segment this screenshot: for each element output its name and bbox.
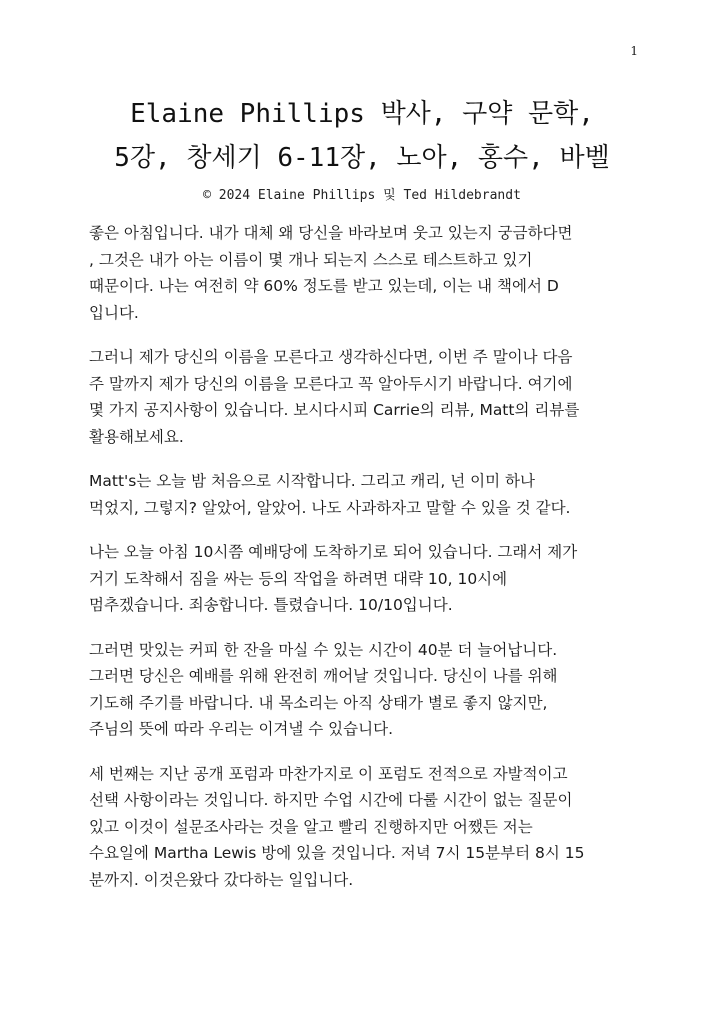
page-number: 1 [630,44,638,58]
paragraph-line: 멈추겠습니다. 죄송합니다. 틀렸습니다. 10/10입니다. [89,596,453,614]
paragraph-line: 있고 이것이 설문조사라는 것을 알고 빨리 진행하지만 어쨌든 저는 [89,817,533,836]
paragraph-3 [89,468,645,521]
paragraph-line: 주 말까지 제가 당신의 이름을 모른다고 꼭 알아두시기 바랍니다. 여기에 [89,374,573,393]
paragraph-4 [89,539,645,619]
paragraph-line: 그러면 당신은 예배를 위해 완전히 깨어날 것입니다. 당신이 나를 위해 [89,667,558,685]
title-line-1: Elaine Phillips 박사, 구약 문학, [130,99,594,129]
paragraph-line: 활용해보세요. [89,427,184,446]
paragraph-line: 때문이다. 나는 여전히 약 60% 정도를 받고 있는데, 이는 내 책에서 D [89,277,559,295]
paragraph-line: 거기 도착해서 짐을 싸는 등의 작업을 하려면 대략 10, 10시에 [89,569,508,588]
paragraph-line: Matt's는 오늘 밤 처음으로 시작합니다. 그리고 캐리, 넌 이미 하나 [89,472,535,490]
paragraph-line: 나는 오늘 아침 10시쯤 예배당에 도착하기로 되어 있습니다. 그래서 제가 [89,543,578,561]
title-line-2: 5강, 창세기 6-11장, 노아, 홍수, 바벨 [114,143,610,173]
paragraph-line: 세 번째는 지난 공개 포럼과 마찬가지로 이 포럼도 전적으로 자발적이고 [89,764,568,783]
paragraph-6 [89,761,645,894]
paragraph-line: 분까지. 이것은왔다 갔다하는 일입니다. [89,870,354,889]
copyright-notice: © 2024 Elaine Phillips 및 Ted Hildebrandt [203,188,521,203]
paragraph-2 [89,344,645,450]
paragraph-line: 몇 가지 공지사항이 있습니다. 보시다시피 Carrie의 리뷰, Matt의 리뷰를 [89,401,580,419]
transcript-body [89,220,645,911]
paragraph-line: 먹었지, 그렇지? 알았어, 알았어. 나도 사과하자고 말할 수 있을 것 같다. [89,498,571,517]
paragraph-1 [89,220,645,326]
paragraph-line: 좋은 아침입니다. 내가 대체 왜 당신을 바라보며 웃고 있는지 궁금하다면 [89,224,573,242]
paragraph-line: , 그것은 내가 아는 이름이 몇 개나 되는지 스스로 테스트하고 있기 [89,250,533,269]
paragraph-line: 그러면 맛있는 커피 한 잔을 마실 수 있는 시간이 40분 더 늘어납니다. [89,640,558,659]
paragraph-line: 기도해 주기를 바랍니다. 내 목소리는 아직 상태가 별로 좋지 않지만, [89,693,548,712]
paragraph-line: 선택 사항이라는 것입니다. 하지만 수업 시간에 다룰 시간이 없는 질문이 [89,791,573,809]
paragraph-5 [89,637,645,743]
paragraph-line: 수요일에 Martha Lewis 방에 있을 것입니다. 저녁 7시 15분부터 8시 15 [89,844,585,862]
paragraph-line: 입니다. [89,303,139,322]
document-header [0,92,724,206]
paragraph-line: 주님의 뜻에 따라 우리는 이겨낼 수 있습니다. [89,720,394,738]
paragraph-line: 그러니 제가 당신의 이름을 모른다고 생각하신다면, 이번 주 말이나 다음 [89,348,573,366]
